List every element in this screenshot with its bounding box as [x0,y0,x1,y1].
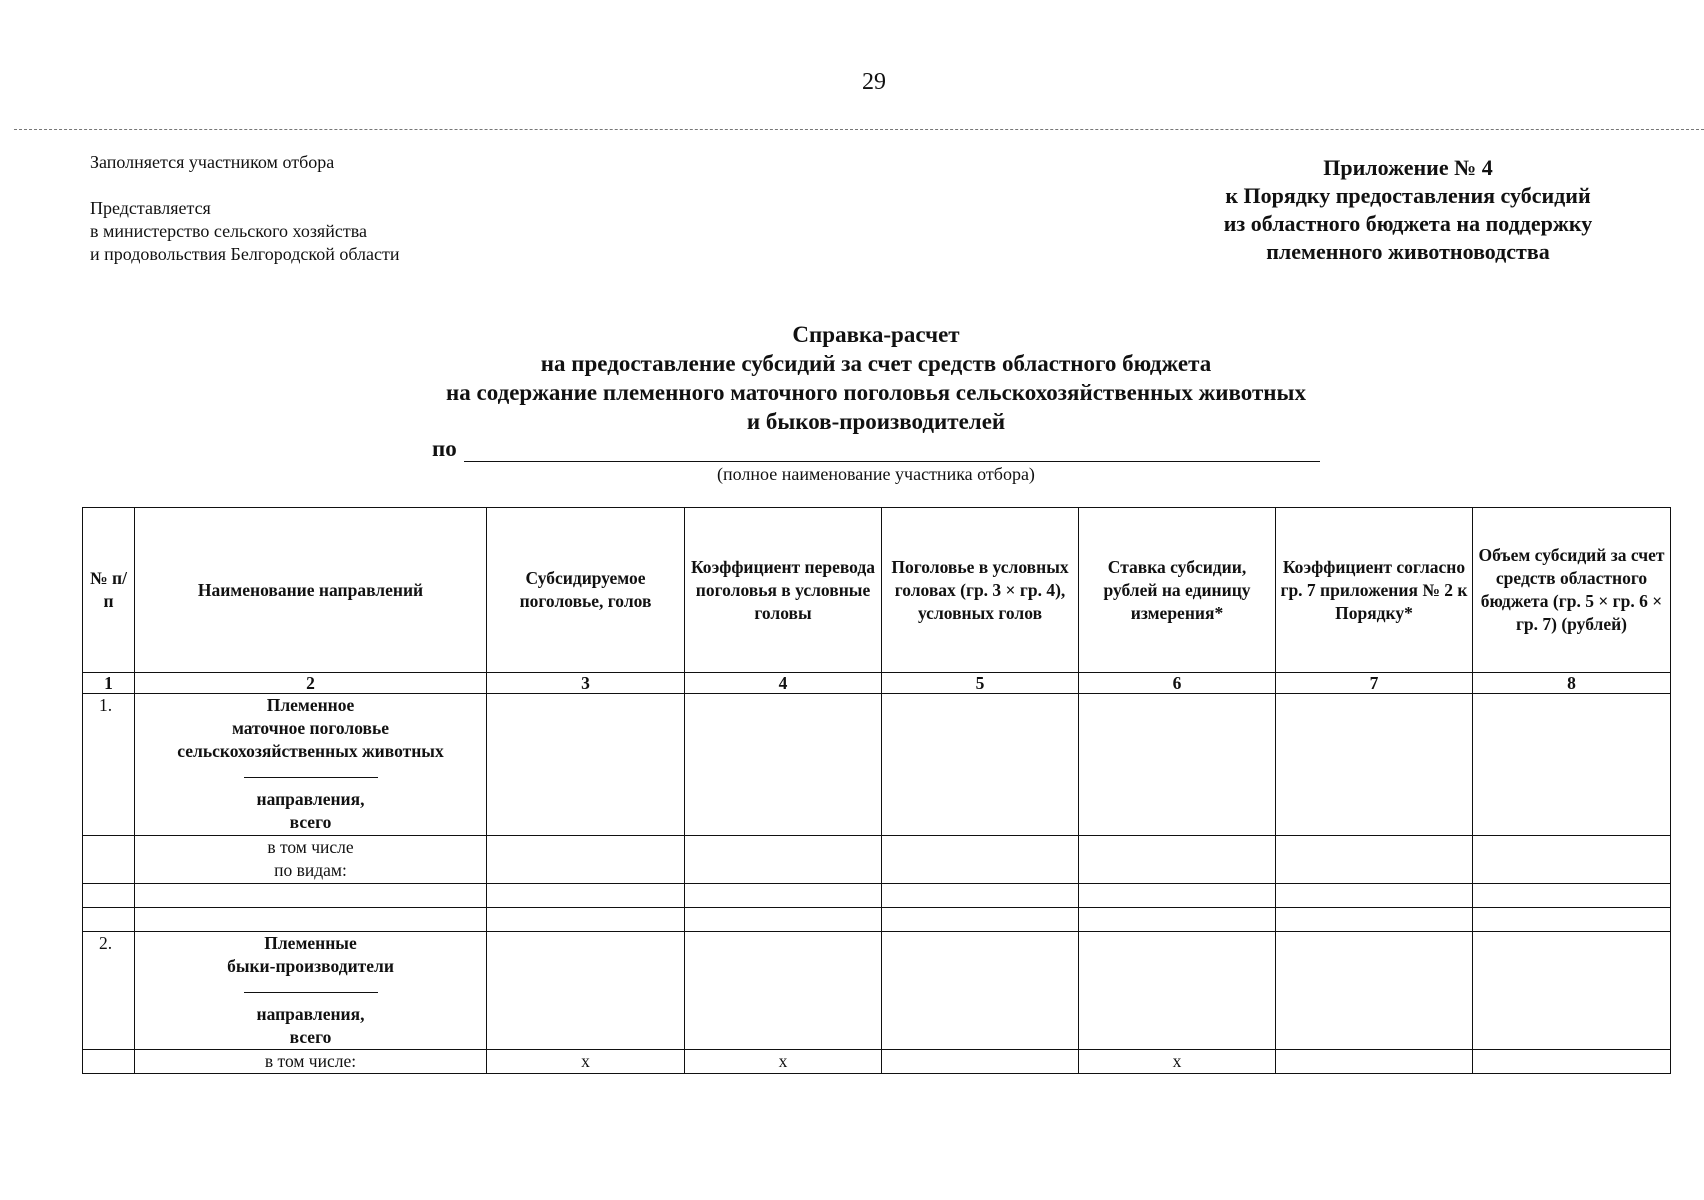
section-name-line: быки-производители [227,956,394,976]
table-cell[interactable] [1079,694,1276,836]
table-row-section-1-sub [83,836,1671,884]
header-cell: Субсидируемое поголовье, голов [487,508,685,673]
column-number: 7 [1276,673,1473,694]
table-cell[interactable] [1276,836,1473,884]
column-number: 1 [83,673,135,694]
table-row-section-1 [83,694,1671,836]
table-cell[interactable] [1079,908,1276,932]
table-cell[interactable] [83,908,135,932]
table-cell[interactable] [487,836,685,884]
header-cell: Поголовье в условных головах (гр. 3 × гр. 4), условных голов [882,508,1079,673]
page-number: 29 [862,69,886,95]
table-cell[interactable] [882,694,1079,836]
table-cell[interactable] [487,908,685,932]
table-row-section-2 [83,932,1671,1050]
table-cell[interactable] [1276,932,1473,1050]
participant-name-caption: (полное наименование участника отбора) [717,464,1035,484]
table-cell[interactable] [1473,694,1671,836]
section-name-line: Племенные [264,933,357,953]
section-name-line: Племенное [266,695,355,715]
table-cell[interactable] [83,884,135,908]
appendix-line: из областного бюджета на поддержку [1223,211,1593,236]
sub-label-line: по видам: [274,860,347,880]
table-cell[interactable] [1473,836,1671,884]
table-cell[interactable] [685,908,882,932]
section-total-line: направления, [256,789,365,809]
left-note-line: в министерство сельского хозяйства [90,221,367,241]
section-total-line: всего [289,812,332,832]
appendix-line: к Порядку предоставления субсидий [1225,183,1591,208]
section-name-line: маточное поголовье [231,718,390,738]
entry-blank-line[interactable] [244,992,378,993]
left-note-line: Представляется [90,198,211,218]
column-number: 3 [487,673,685,694]
table-cell[interactable] [882,836,1079,884]
table-cell[interactable] [685,884,882,908]
table-cell[interactable] [685,932,882,1050]
table-row-blank [83,884,1671,908]
table-row-blank [83,908,1671,932]
left-note-line: Заполняется участником отбора [90,152,335,172]
table-cell[interactable] [1276,908,1473,932]
section-name-cell [135,694,487,836]
table-row-section-2-sub [83,1050,1671,1074]
table-cell[interactable] [1473,908,1671,932]
title-line: и быков-производителей [746,409,1006,434]
not-applicable-mark: х [1079,1050,1276,1074]
table-cell[interactable] [685,694,882,836]
left-note-line: и продовольствия Белгородской области [90,244,400,264]
not-applicable-mark: х [685,1050,882,1074]
section-total-line: всего [289,1027,332,1047]
appendix-header [1198,154,1618,266]
table-cell[interactable] [487,932,685,1050]
sub-label-cell [135,836,487,884]
table-header-row [83,508,1671,673]
table-cell[interactable] [83,1050,135,1074]
calculation-table [82,507,1671,1074]
left-note [90,151,400,266]
appendix-line: племенного животноводства [1266,239,1550,264]
table-cell[interactable] [135,884,487,908]
document-title [0,320,1704,436]
entry-blank-line[interactable] [244,777,378,778]
table-cell[interactable] [1079,932,1276,1050]
header-cell: Коэффициент перевода поголовья в условные головы [685,508,882,673]
header-cell: Объем субсидий за счет средств областного бюджета (гр. 5 × гр. 6 × гр. 7) (рублей) [1473,508,1671,673]
column-number: 2 [135,673,487,694]
table-cell[interactable] [487,884,685,908]
table-cell[interactable] [1473,932,1671,1050]
table-cell[interactable] [1276,884,1473,908]
appendix-line: Приложение № 4 [1323,155,1493,180]
table-cell[interactable] [1079,836,1276,884]
table-cell[interactable] [1079,884,1276,908]
row-number: 2. [83,932,135,1050]
column-number: 8 [1473,673,1671,694]
header-cell: Ставка субсидии, рублей на единицу измерения* [1079,508,1276,673]
table-cell[interactable] [882,932,1079,1050]
sub-label-line: в том числе [267,837,354,857]
column-number: 5 [882,673,1079,694]
sub-label-cell: в том числе: [135,1050,487,1074]
participant-name-underline[interactable] [464,461,1320,462]
participant-name-field[interactable] [432,436,1322,466]
header-cell: Наименование направлений [135,508,487,673]
table-cell[interactable] [1276,694,1473,836]
section-name-line: сельскохозяйственных животных [177,741,444,761]
column-number: 4 [685,673,882,694]
header-cell: Коэффициент согласно гр. 7 приложения № 2 к Порядку* [1276,508,1473,673]
title-line: на предоставление субсидий за счет средств областного бюджета [540,351,1212,376]
top-divider [14,129,1704,130]
title-line: на содержание племенного маточного поголовья сельскохозяйственных животных [446,380,1306,405]
table-cell[interactable] [1473,1050,1671,1074]
column-number-row [83,673,1671,694]
header-cell: № п/п [83,508,135,673]
title-line: Справка-расчет [792,322,960,347]
section-total-line: направления, [256,1004,365,1024]
table-cell[interactable] [882,884,1079,908]
table-cell[interactable] [882,1050,1079,1074]
table-cell[interactable] [1473,884,1671,908]
table-cell[interactable] [135,908,487,932]
table-cell[interactable] [83,836,135,884]
po-label: по [432,436,457,461]
table-cell[interactable] [685,836,882,884]
column-number: 6 [1079,673,1276,694]
table-cell[interactable] [487,694,685,836]
table-cell[interactable] [1276,1050,1473,1074]
not-applicable-mark: х [487,1050,685,1074]
row-number: 1. [83,694,135,836]
section-name-cell [135,932,487,1050]
table-cell[interactable] [882,908,1079,932]
